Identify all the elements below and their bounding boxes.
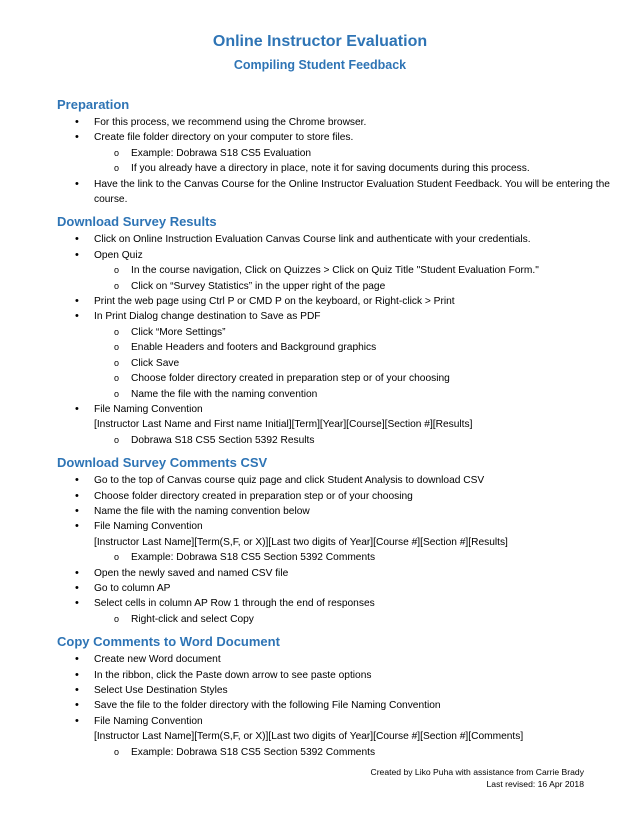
- list-item-text: Print the web page using Ctrl P or CMD P on the keyboard, or Right-click > Print: [94, 296, 455, 308]
- list-item-text: Choose folder directory created in preparation step or of your choosing: [94, 490, 413, 502]
- sub-list-item: o Example: Dobrawa S18 CS5 Section 5392 Comments: [94, 550, 617, 565]
- list-item: [57, 294, 617, 309]
- list-item-continuation: [Instructor Last Name][Term(S,F, or X)][Last two digits of Year][Course #][Section #][Results]: [94, 536, 508, 548]
- list-item: [57, 519, 617, 550]
- list-item-text: File Naming Convention: [94, 403, 203, 415]
- sub-list-item: o Click on “Survey Statistics” in the upper right of the page: [94, 279, 617, 294]
- list-item-text: Go to the top of Canvas course quiz page and click Student Analysis to download CSV: [94, 475, 485, 487]
- list-item-continuation: [Instructor Last Name][Term(S,F, or X)][Last two digits of Year][Course #][Section #][Comments]: [94, 731, 524, 743]
- section: [57, 96, 617, 207]
- list-item: [57, 402, 617, 433]
- footer-credit: Created by Liko Puha with assistance from Carrie Brady: [370, 767, 584, 777]
- section: [57, 213, 617, 448]
- section-heading: Download Survey Results: [57, 214, 217, 230]
- section-heading: Download Survey Comments CSV: [57, 455, 268, 471]
- sub-list: [57, 325, 617, 402]
- list-item: [57, 504, 617, 519]
- list-item: [57, 668, 617, 683]
- sub-list: [57, 146, 617, 177]
- bullet-list: [57, 232, 617, 448]
- sub-list-item: o Click Save: [94, 356, 617, 371]
- sub-list-item: o Name the file with the naming convention: [94, 387, 617, 402]
- list-item-text: In the ribbon, click the Paste down arrow to see paste options: [94, 669, 372, 681]
- list-item: [57, 683, 617, 698]
- title-block: [0, 32, 640, 73]
- list-item-text: Open Quiz: [94, 249, 143, 261]
- section: [57, 633, 617, 760]
- list-item-continuation: [Instructor Last Name and First name Initial][Term][Year][Course][Section #][Results]: [94, 419, 473, 431]
- list-item: [57, 652, 617, 667]
- list-item-text: Have the link to the Canvas Course for the Online Instructor Evaluation Student Feedback. You will be entering the course.: [94, 178, 610, 206]
- footer: [370, 766, 584, 790]
- list-item: [57, 714, 617, 745]
- bullet-list: [57, 652, 617, 760]
- list-item-text: Go to column AP: [94, 582, 171, 594]
- list-item-text: Create new Word document: [94, 654, 221, 666]
- sub-list-item: o Choose folder directory created in preparation step or of your choosing: [94, 371, 617, 386]
- list-item-text: Open the newly saved and named CSV file: [94, 567, 289, 579]
- sub-list-item: o Enable Headers and footers and Background graphics: [94, 340, 617, 355]
- section-heading: Copy Comments to Word Document: [57, 634, 280, 650]
- list-item: [57, 115, 617, 130]
- sub-list: [57, 550, 617, 565]
- list-item: [57, 566, 617, 581]
- list-item: [57, 130, 617, 145]
- list-item-text: For this process, we recommend using the Chrome browser.: [94, 117, 367, 128]
- bullet-list: [57, 473, 617, 627]
- list-item-text: Select Use Destination Styles: [94, 685, 228, 696]
- list-item: [57, 473, 617, 488]
- list-item-text: Create file folder directory on your computer to store files.: [94, 132, 354, 144]
- sub-list: [57, 612, 617, 627]
- sub-list: [57, 433, 617, 448]
- page-title: Online Instructor Evaluation: [212, 33, 428, 50]
- list-item: [57, 309, 617, 324]
- bullet-list: [57, 115, 617, 207]
- list-item-text: In Print Dialog change destination to Save as PDF: [94, 311, 321, 323]
- list-item-text: File Naming Convention: [94, 715, 203, 727]
- list-item-text: Name the file with the naming convention below: [94, 505, 310, 517]
- list-item: [57, 596, 617, 611]
- document-body: [57, 96, 617, 760]
- section-heading: Preparation: [57, 97, 130, 112]
- sub-list-item: o Example: Dobrawa S18 CS5 Section 5392 Comments: [94, 745, 617, 760]
- sub-list-item: o In the course navigation, Click on Quizzes > Click on Quiz Title "Student Evaluation Form.": [94, 263, 617, 278]
- sub-list: [57, 745, 617, 760]
- list-item: [57, 177, 617, 208]
- list-item-text: Save the file to the folder directory with the following File Naming Convention: [94, 700, 441, 712]
- sub-list-item: o If you already have a directory in place, note it for saving documents during this process.: [94, 161, 617, 176]
- list-item-text: Click on Online Instruction Evaluation Canvas Course link and authenticate with your credentials.: [94, 234, 531, 246]
- list-item-text: File Naming Convention: [94, 521, 203, 533]
- list-item: [57, 698, 617, 713]
- sub-list-item: o Dobrawa S18 CS5 Section 5392 Results: [94, 433, 617, 448]
- section: [57, 454, 617, 627]
- list-item: [57, 248, 617, 263]
- list-item-text: Select cells in column AP Row 1 through the end of responses: [94, 598, 375, 610]
- list-item: [57, 232, 617, 247]
- list-item: [57, 581, 617, 596]
- sub-list: [57, 263, 617, 294]
- list-item: [57, 489, 617, 504]
- sub-list-item: o Example: Dobrawa S18 CS5 Evaluation: [94, 146, 617, 161]
- sub-list-item: o Click “More Settings”: [94, 325, 617, 340]
- page-subtitle: Compiling Student Feedback: [233, 58, 407, 72]
- footer-revised: Last revised: 16 Apr 2018: [486, 779, 584, 789]
- sub-list-item: o Right-click and select Copy: [94, 612, 617, 627]
